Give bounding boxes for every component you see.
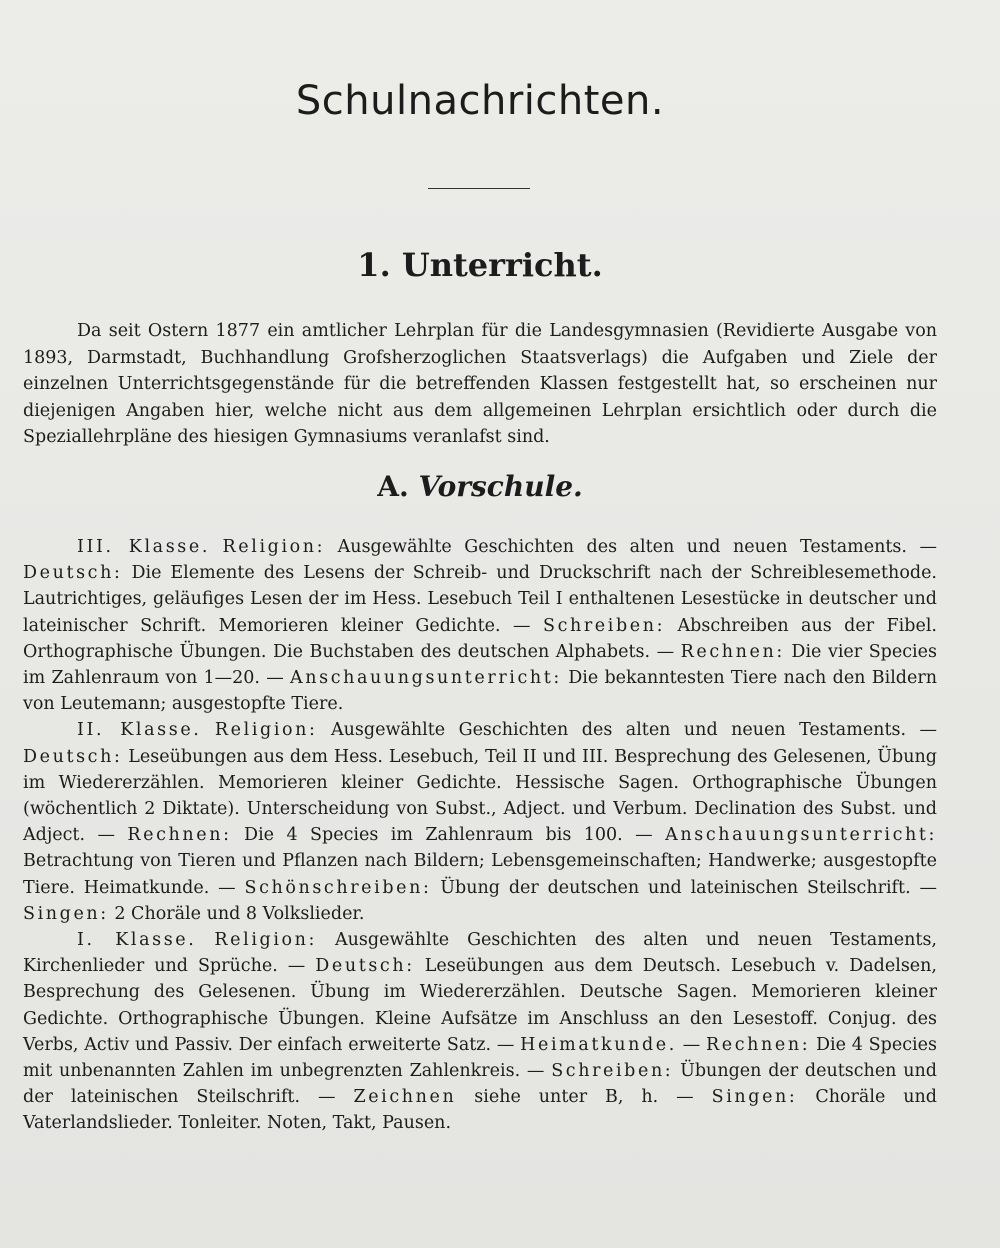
intro-paragraph: Da seit Ostern 1877 ein amtlicher Lehrplan für die Landesgymnasien (Revidierte Ausgabe von 1893, Darmstadt, Buchhandlung Grofsherzoglichen Staatsverlags) die Aufgaben und Ziele der einzelnen Unterrichtsgegenstände für die betreffenden Klassen festgestellt hat, so erscheinen nur diejenigen Angaben hier, welche nicht aus dem allgemeinen Lehrplan ersichtlich oder durch die Speziallehrpläne des hiesigen Gymnasiums veranlafst sind. (23, 321, 937, 447)
class-ii-paragraph (23, 717, 937, 927)
class-ii-singen-label: Singen: (23, 903, 109, 924)
class-i-heimat-text: — (676, 1034, 701, 1055)
class-ii-religion-label: Religion: (214, 720, 318, 741)
class-i-deutsch-text: Leseübungen aus dem Deutsch. Lesebuch v. Dadelsen, Besprechung des Gelesenen. Übung im Wiedererzählen. Deutsche Sagen. Memorieren kleiner Gedichte. Orthographische Übungen. Kleine Aufsätze im Anschluss an den Lesestoff. Conjug. des Verbs, Activ und Passiv. Der einfach erweiterte Satz. — (23, 956, 937, 1055)
class-ii-religion-text: Ausgewählte Geschichten des alten und neuen Testaments. — (317, 720, 937, 741)
class-i-religion-text: Ausgewählte Geschichten des alten und neuen Testaments, Kirchenlieder und Sprüche. — (23, 930, 937, 977)
class-iii-rechnen-label: Rechnen: (680, 641, 785, 662)
class-ii-singen-text: 2 Choräle und 8 Volkslieder. (108, 903, 365, 924)
class-i-religion-label: Religion: (214, 930, 318, 951)
class-iii-deutsch-label: Deutsch: (23, 563, 123, 584)
class-ii-anschauung-text: Betrachtung von Tieren und Pflanzen nach Bildern; Lebensgemeinschaften; Handwerke; ausgestopfte Tiere. Heimatkunde. — (23, 851, 937, 898)
class-ii-rechnen-text: Die 4 Species im Zahlenraum bis 100. — (231, 825, 653, 846)
class-iii-religion-label: Religion: (222, 537, 326, 557)
class-i-deutsch-label: Deutsch: (315, 956, 415, 977)
class-descriptions (23, 534, 937, 1137)
class-iii-label: III. Klasse. (77, 537, 210, 557)
class-iii-schreiben-text: Abschreiben aus der Fibel. Orthographische Übungen. Die Buchstaben des deutschen Alphabets. — (23, 615, 937, 662)
class-i-heimat-label: Heimatkunde. (520, 1034, 677, 1055)
class-i-label: I. Klasse. (77, 930, 197, 951)
class-i-schreiben-text: Übungen der deutschen und der lateinischen Steilschrift. — (23, 1061, 937, 1108)
class-ii-schoen-label: Schönschreiben: (244, 877, 432, 898)
class-ii-schoen-text: Übung der deutschen und lateinischen Steilschrift. — (431, 877, 937, 898)
subsection-name: Vorschule. (418, 470, 583, 503)
class-iii-rechnen-text: Die vier Species im Zahlenraum von 1—20. — (23, 641, 937, 689)
section-heading: 1. Unterricht. (357, 246, 603, 284)
class-i-zeichnen-label: Zeichnen (353, 1087, 457, 1108)
class-i-rechnen-text: Die 4 Species mit unbenannten Zahlen im unbegrenzten Zahlenkreis. — (23, 1034, 937, 1082)
title-divider (428, 188, 530, 189)
class-ii-rechnen-label: Rechnen: (127, 825, 232, 846)
class-ii-deutsch-label: Deutsch: (23, 746, 123, 767)
class-ii-label: II. Klasse. (77, 720, 202, 741)
class-iii-religion-text: Ausgewählte Geschichten des alten und neuen Testaments. — (325, 537, 937, 557)
class-i-singen-label: Singen: (711, 1087, 798, 1108)
class-iii-deutsch-text: Die Elemente des Lesens der Schreib- und Druckschrift nach der Schreiblesemethode. Lautrichtiges, geläufiges Lesen der im Hess. Lesebuch Teil I enthaltenen Lesestücke in deutscher und lateinischer Schrift. Memorieren kleiner Gedichte. — (23, 563, 937, 636)
class-iii-anschauung-label: Anschauungsunterricht: (290, 668, 562, 689)
class-i-singen-text: Choräle und Vaterlandslieder. Tonleiter. Noten, Takt, Pausen. (23, 1087, 937, 1134)
class-i-rechnen-label: Rechnen: (706, 1034, 811, 1055)
class-iii-anschauung-text: Die bekanntesten Tiere nach den Bildern von Leutemann; ausgestopfte Tiere. (23, 668, 937, 715)
class-i-zeichnen-text: siehe unter B, h. — (456, 1087, 694, 1108)
subsection-heading (0, 470, 960, 503)
class-ii-deutsch-text: Leseübungen aus dem Hess. Lesebuch, Teil II und III. Besprechung des Gelesenen, Übung im Wiedererzählen. Memorieren kleiner Gedichte. Hessische Sagen. Orthographische Übungen (wöchentlich 2 Diktate). Unterscheidung von Subst., Adject. und Verbum. Declination des Subst. und Adject. — (23, 746, 937, 846)
class-iii-schreiben-label: Schreiben: (542, 615, 666, 636)
class-i-schreiben-label: Schreiben: (551, 1061, 674, 1082)
class-ii-anschauung-label: Anschauungsunterricht: (665, 825, 937, 846)
page-title: Schulnachrichten. (295, 78, 665, 124)
subsection-letter: A. (377, 470, 409, 503)
class-iii-paragraph (23, 534, 937, 717)
class-i-paragraph (23, 927, 937, 1137)
